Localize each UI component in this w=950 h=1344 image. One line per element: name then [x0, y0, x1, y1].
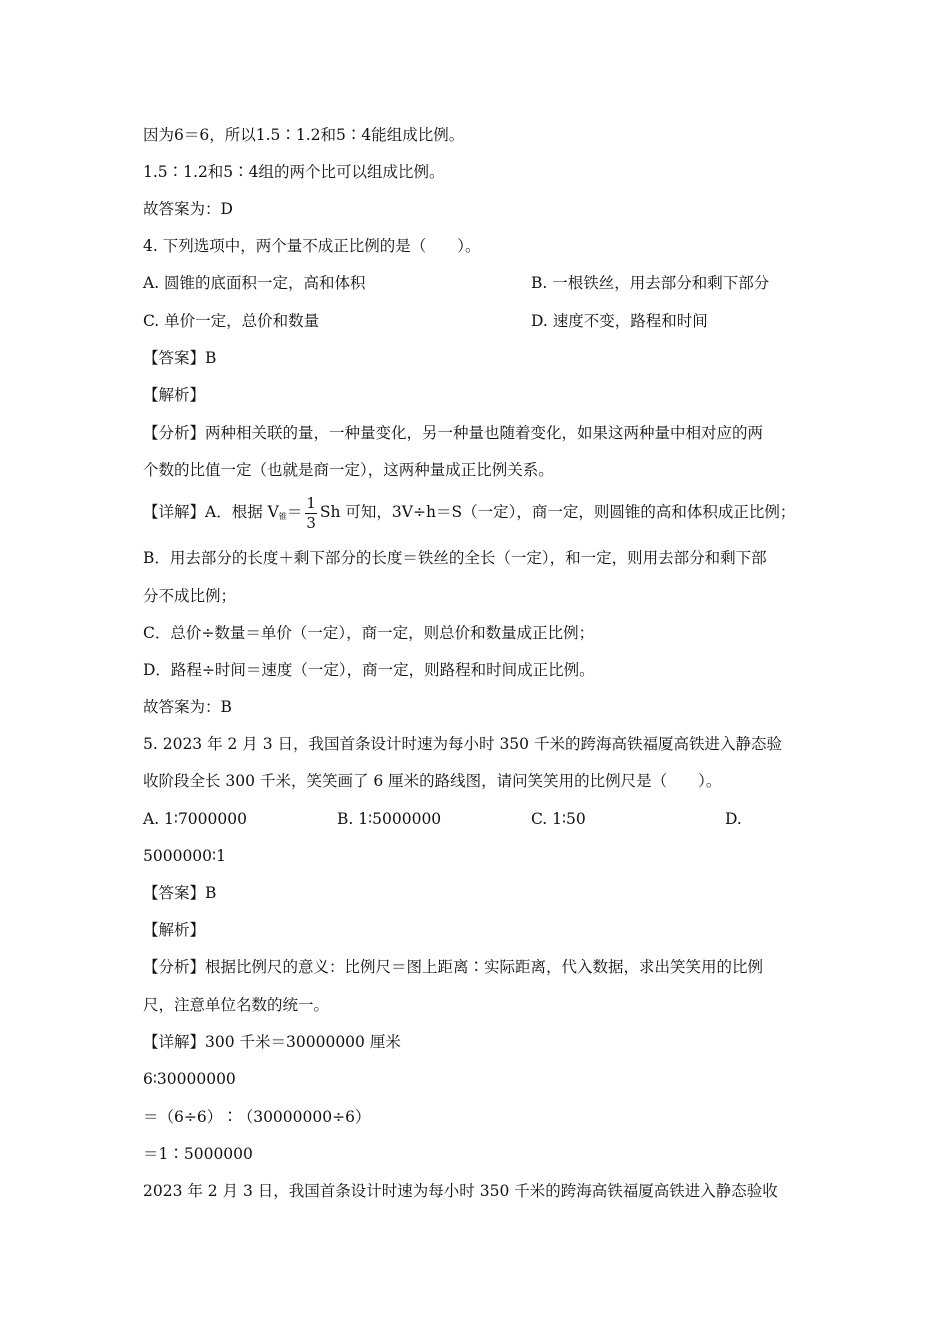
text-line: 因为6＝6，所以1.5∶1.2和5∶4能组成比例。 — [143, 126, 465, 144]
q4-detail-b-line: B．用去部分的长度＋剩下部分的长度＝铁丝的全长（一定），和一定，则用去部分和剩下部 — [143, 549, 767, 567]
q5-option-d-value: 5000000∶1 — [143, 847, 226, 865]
q4-detail-prefix: 【详解】A．根据 V — [143, 503, 279, 521]
q4-detail-suffix: Sh 可知，3V÷h＝S（一定），商一定，则圆锥的高和体积成正比例； — [319, 503, 796, 521]
q5-answer: 【答案】B — [143, 884, 217, 902]
fraction-denominator: 3 — [306, 513, 316, 532]
question-5-stem: 收阶段全长 300 千米，笑笑画了 6 厘米的路线图，请问笑笑用的比例尺是（ ）。 — [143, 772, 722, 790]
q5-option-a: A. 1∶7000000 — [143, 810, 247, 828]
q4-detail-b-line: 分不成比例； — [143, 587, 237, 605]
q4-detail-equals: ＝ — [286, 503, 303, 521]
q5-analysis-line: 尺，注意单位名数的统一。 — [143, 996, 330, 1014]
q5-restatement: 2023 年 2 月 3 日，我国首条设计时速为每小时 350 千米的跨海高铁福厦高铁进入静态验收 — [143, 1182, 778, 1200]
q4-detail-c-line: C．总价÷数量＝单价（一定），商一定，则总价和数量成正比例； — [143, 624, 595, 642]
q5-option-b: B. 1∶5000000 — [337, 810, 442, 828]
q4-option-a: A. 圆锥的底面积一定，高和体积 — [143, 274, 366, 292]
q4-detail-d-line: D．路程÷时间＝速度（一定），商一定，则路程和时间成正比例。 — [143, 661, 595, 679]
question-4-stem: 4. 下列选项中，两个量不成正比例的是（ ）。 — [143, 237, 481, 255]
q4-conclusion: 故答案为：B — [143, 698, 232, 716]
q5-calc-line: ＝（6÷6）∶（30000000÷6） — [143, 1108, 371, 1126]
q5-option-c: C. 1∶50 — [531, 810, 586, 828]
q4-option-b: B. 一根铁丝，用去部分和剩下部分 — [531, 274, 770, 292]
q4-detail-subscript: 锥 — [278, 512, 287, 521]
q5-option-d: D. — [725, 810, 742, 828]
text-line: 1.5∶1.2和5∶4组的两个比可以组成比例。 — [143, 163, 445, 181]
q5-analysis-heading: 【解析】 — [143, 921, 206, 939]
question-5-stem: 5. 2023 年 2 月 3 日，我国首条设计时速为每小时 350 千米的跨海高铁福厦高铁进入静态验 — [143, 735, 782, 753]
q5-analysis-line: 【分析】根据比例尺的意义：比例尺＝图上距离∶实际距离，代入数据，求出笑笑用的比例 — [143, 958, 764, 976]
q4-analysis-line: 个数的比值一定（也就是商一定），这两种量成正比例关系。 — [143, 461, 554, 479]
q4-option-d: D. 速度不变，路程和时间 — [531, 312, 708, 330]
q4-detail-formula-line — [143, 490, 823, 539]
fraction-one-third — [305, 493, 317, 532]
q4-analysis-heading: 【解析】 — [143, 386, 206, 404]
q5-detail: 【详解】300 千米＝30000000 厘米 — [143, 1033, 401, 1051]
q4-answer: 【答案】B — [143, 349, 217, 367]
text-line: 故答案为：D — [143, 200, 233, 218]
q4-analysis-line: 【分析】两种相关联的量，一种量变化，另一种量也随着变化，如果这两种量中相对应的两 — [143, 424, 764, 442]
q4-option-c: C. 单价一定，总价和数量 — [143, 312, 320, 330]
q5-calc-line: ＝1∶5000000 — [143, 1145, 253, 1163]
q5-calc-line: 6∶30000000 — [143, 1070, 236, 1088]
fraction-numerator: 1 — [306, 493, 316, 512]
